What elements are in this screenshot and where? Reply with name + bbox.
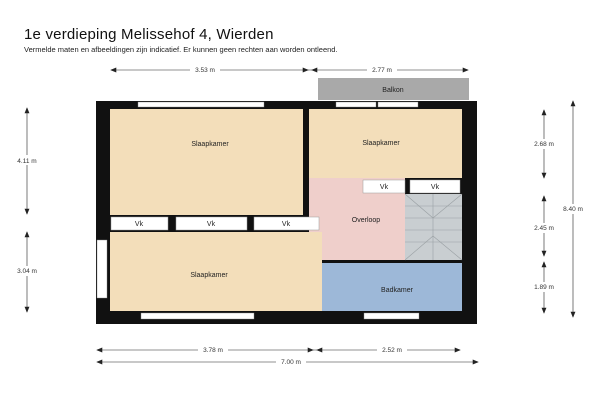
label-slaapkamer-top-left: Slaapkamer — [191, 141, 229, 148]
dim-left-1: 4.11 m — [17, 158, 37, 165]
staircase — [405, 194, 462, 260]
dim-left-2: 3.04 m — [17, 268, 37, 275]
dim-top-2: 2.77 m — [372, 67, 392, 74]
dim-right-2: 2.45 m — [534, 225, 554, 232]
dim-right-1: 2.68 m — [534, 141, 554, 148]
balcony-label: Balkon — [382, 87, 404, 94]
closet-vk-3 — [111, 217, 168, 230]
dim-bottom-1: 3.78 m — [203, 347, 223, 354]
dim-bottom-2: 2.52 m — [382, 347, 402, 354]
closet-vk-2 — [410, 180, 460, 193]
room-overloop-lower — [322, 232, 405, 260]
dimension-top — [111, 68, 468, 72]
label-overloop: Overloop — [351, 217, 381, 224]
label-badkamer: Badkamer — [381, 287, 413, 294]
dim-top-1: 3.53 m — [195, 67, 215, 74]
dim-right-3: 1.89 m — [534, 284, 554, 291]
dimension-left — [25, 108, 29, 312]
closet-vk-4 — [176, 217, 247, 230]
label-slaapkamer-top-right: Slaapkamer — [362, 140, 400, 147]
closet-vk-5 — [254, 217, 319, 230]
page-subtitle: Vermelde maten en afbeeldingen zijn indicatief. Er kunnen geen rechten aan worden ontleend. — [24, 45, 338, 54]
svg-text:Vk: Vk — [134, 221, 144, 228]
svg-text:Vk: Vk — [430, 184, 440, 191]
page-title: 1e verdieping Melissehof 4, Wierden — [24, 26, 274, 43]
svg-text:Vk: Vk — [281, 221, 291, 228]
closet-vk-1 — [363, 180, 405, 193]
room-slaapkamer-top-left — [110, 109, 303, 215]
svg-text:Vk: Vk — [206, 221, 216, 228]
label-slaapkamer-bottom-left: Slaapkamer — [190, 272, 228, 279]
dim-bottom-total: 7.00 m — [281, 359, 301, 366]
dim-right-total: 8.40 m — [563, 206, 583, 213]
svg-text:Vk: Vk — [379, 184, 389, 191]
